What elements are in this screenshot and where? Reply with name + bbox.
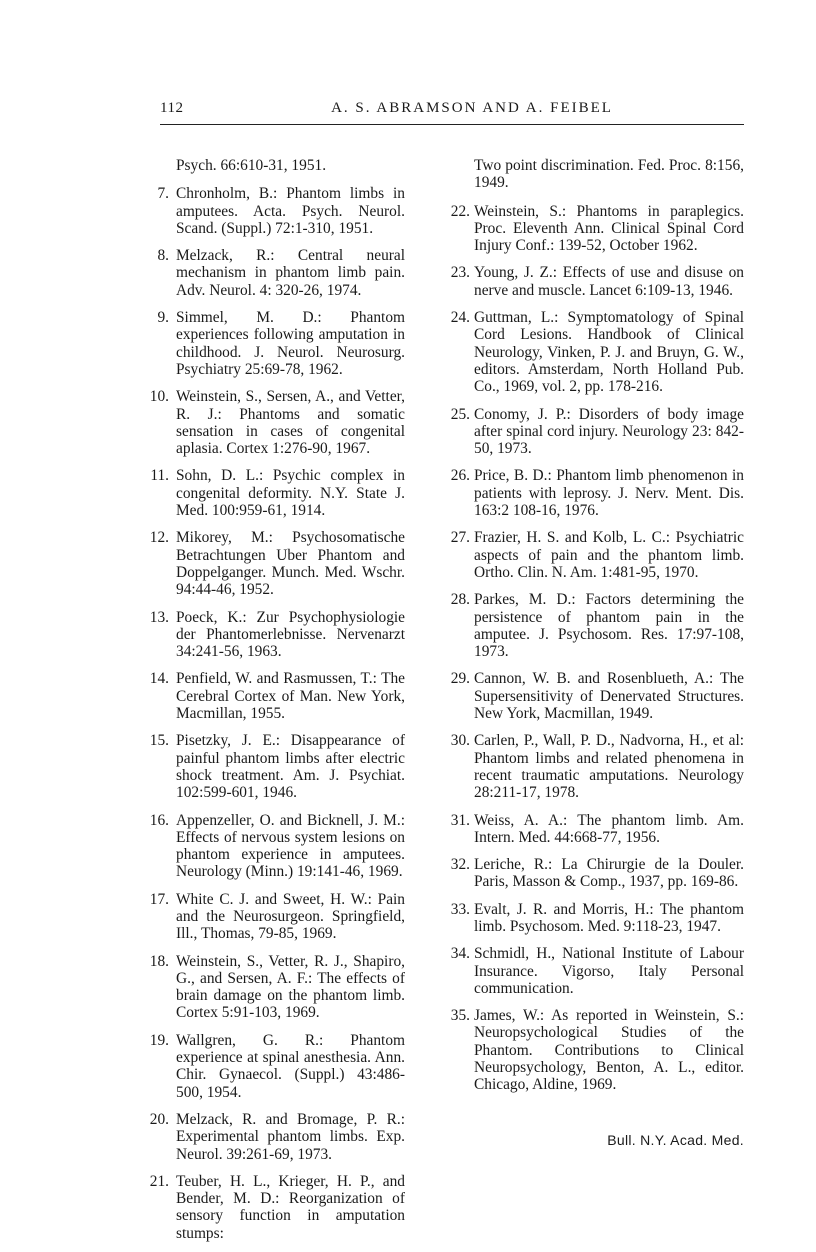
reference-number: 8. (157, 247, 169, 265)
reference-text: Simmel, M. D.: Phantom experiences following amputation in childhood. J. Neurol. Neurosurg. Psychiatry 25:69-78, 1962. (176, 309, 405, 378)
reference-item (444, 467, 744, 519)
reference-text: Penfield, W. and Rasmussen, T.: The Cerebral Cortex of Man. New York, Macmillan, 1955. (176, 670, 405, 723)
reference-text: Price, B. D.: Phantom limb phenomenon in patients with leprosy. J. Nerv. Ment. Dis. 163:2 108-16, 1976. (474, 467, 744, 520)
reference-number: 30. (450, 732, 470, 750)
reference-item (444, 945, 744, 997)
header-rule (160, 124, 744, 125)
reference-number: 20. (149, 1110, 169, 1128)
reference-column-right (444, 157, 744, 1104)
reference-item (444, 264, 744, 299)
reference-number: 23. (450, 264, 470, 282)
reference-text: Parkes, M. D.: Factors determining the persistence of phantom pain in the amputee. J. Psychosom. Res. 17:97-108, 1973. (474, 591, 744, 661)
reference-number: 25. (450, 405, 470, 423)
reference-text: Poeck, K.: Zur Psychophysiologie der Phantomerlebnisse. Nervenarzt 34:241-56, 1963. (176, 608, 405, 661)
reference-text: Weinstein, S., Sersen, A., and Vetter, R. J.: Phantoms and somatic sensation in cases of congenital aplasia. Cortex 1:276-90, 1967. (176, 388, 405, 458)
reference-number: 21. (149, 1172, 169, 1190)
reference-number: 27. (450, 529, 470, 547)
reference-number: 13. (149, 608, 169, 626)
reference-item (444, 670, 744, 722)
reference-number: 12. (149, 529, 169, 547)
reference-number: 14. (149, 670, 169, 688)
reference-item (129, 670, 405, 722)
reference-number: 28. (450, 591, 470, 609)
reference-number: 17. (149, 890, 169, 908)
reference-item (444, 856, 744, 891)
reference-text: Teuber, H. L., Krieger, H. P., and Bender, M. D.: Reorganization of sensory function in amputation stumps: (176, 1172, 405, 1242)
reference-number: 18. (149, 952, 169, 970)
reference-text: Weinstein, S., Vetter, R. J., Shapiro, G., and Sersen, A. F.: The effects of brain damage on the phantom limb. Cortex 5:91-103, 1969. (176, 952, 405, 1022)
reference-number: 29. (450, 670, 470, 688)
reference-text: Melzack, R.: Central neural mechanism in phantom limb pain. Adv. Neurol. 4: 320-26, 1974. (176, 247, 405, 299)
reference-text: Pisetzky, J. E.: Disappearance of painful phantom limbs after electric shock treatment. Am. J. Psychiat. 102:599-601, 1946. (176, 732, 405, 802)
reference-item (129, 609, 405, 661)
reference-number: 19. (149, 1031, 169, 1049)
reference-item (444, 901, 744, 936)
reference-column-left (129, 157, 405, 1252)
reference-item (444, 1007, 744, 1093)
reference-number: 11. (150, 467, 169, 485)
reference-item (444, 812, 744, 847)
reference-item (129, 309, 405, 378)
reference-item (129, 732, 405, 801)
reference-item (129, 467, 405, 519)
reference-item (129, 1173, 405, 1242)
reference-text: Appenzeller, O. and Bicknell, J. M.: Effects of nervous system lesions on phantom experience in amputees. Neurology (Minn.) 19:141-46, 1969. (176, 811, 405, 881)
reference-text: Sohn, D. L.: Psychic complex in congenital deformity. N.Y. State J. Med. 100:959-61, 1914. (176, 467, 405, 520)
reference-text: Wallgren, G. R.: Phantom experience at spinal anesthesia. Ann. Chir. Gynaecol. (Suppl.) 43:486-500, 1954. (176, 1031, 405, 1101)
reference-item (444, 406, 744, 458)
reference-item (129, 1111, 405, 1163)
reference-item (129, 247, 405, 299)
reference-text: Mikorey, M.: Psychosomatische Betrachtungen Uber Phantom and Doppelganger. Munch. Med. Wschr. 94:44-46, 1952. (176, 529, 405, 599)
reference-continuation: Two point discrimination. Fed. Proc. 8:156, 1949. (474, 157, 744, 192)
reference-item (129, 812, 405, 881)
reference-number: 7. (157, 185, 169, 203)
reference-item (129, 185, 405, 237)
reference-text: White C. J. and Sweet, H. W.: Pain and the Neurosurgeon. Springfield, Ill., Thomas, 79-85, 1969. (176, 890, 405, 943)
reference-item (129, 1032, 405, 1101)
reference-item (444, 591, 744, 660)
reference-number: 33. (450, 900, 470, 918)
reference-number: 26. (450, 467, 470, 485)
reference-text: James, W.: As reported in Weinstein, S.: Neuropsychological Studies of the Phantom. Contributions to Clinical Neuropsychology, Benton, A. L., editor. Chicago, Aldine, 1969. (474, 1007, 744, 1094)
reference-number: 32. (450, 856, 470, 874)
reference-item (444, 309, 744, 395)
reference-item (129, 388, 405, 457)
reference-item (129, 529, 405, 598)
reference-number: 9. (157, 309, 169, 327)
reference-text: Melzack, R. and Bromage, P. R.: Experimental phantom limbs. Exp. Neurol. 39:261-69, 1973. (176, 1110, 405, 1163)
reference-text: Conomy, J. P.: Disorders of body image after spinal cord injury. Neurology 23: 842-50, 1973. (474, 405, 744, 458)
reference-number: 16. (149, 811, 169, 829)
reference-number: 35. (450, 1007, 470, 1025)
reference-item (129, 891, 405, 943)
reference-text: Evalt, J. R. and Morris, H.: The phantom limb. Psychosom. Med. 9:118-23, 1947. (474, 900, 744, 935)
reference-item (129, 953, 405, 1022)
running-head: A. S. ABRAMSON AND A. FEIBEL (331, 100, 613, 116)
reference-text: Chronholm, B.: Phantom limbs in amputees. Acta. Psych. Neurol. Scand. (Suppl.) 72:1-310, 1951. (176, 185, 405, 237)
reference-text: Weiss, A. A.: The phantom limb. Am. Intern. Med. 44:668-77, 1956. (474, 811, 744, 846)
reference-text: Leriche, R.: La Chirurgie de la Douler. Paris, Masson & Comp., 1937, pp. 169-86. (474, 856, 744, 891)
reference-text: Schmidl, H., National Institute of Labour Insurance. Vigorso, Italy Personal communication. (474, 945, 744, 997)
reference-item (444, 203, 744, 255)
reference-number: 24. (450, 309, 470, 327)
reference-text: Guttman, L.: Symptomatology of Spinal Cord Lesions. Handbook of Clinical Neurology, Vinken, P. J. and Bruyn, G. W., editors. Amsterdam, North Holland Pub. Co., 1969, vol. 2, pp. 178-216. (474, 309, 744, 396)
reference-text: Frazier, H. S. and Kolb, L. C.: Psychiatric aspects of pain and the phantom limb. Ortho. Clin. N. Am. 1:481-95, 1970. (474, 529, 744, 581)
reference-item (444, 529, 744, 581)
reference-continuation: Psych. 66:610-31, 1951. (176, 157, 327, 174)
journal-footer: Bull. N.Y. Acad. Med. (607, 1132, 744, 1148)
page-number: 112 (160, 100, 184, 116)
reference-item (444, 732, 744, 801)
page-header (160, 100, 744, 122)
reference-text: Young, J. Z.: Effects of use and disuse on nerve and muscle. Lancet 6:109-13, 1946. (474, 264, 744, 299)
reference-number: 10. (149, 388, 169, 406)
reference-number: 15. (149, 732, 169, 750)
reference-text: Weinstein, S.: Phantoms in paraplegics. Proc. Eleventh Ann. Clinical Spinal Cord Injury Conf.: 139-52, October 1962. (474, 202, 744, 255)
reference-text: Cannon, W. B. and Rosenblueth, A.: The Supersensitivity of Denervated Structures. New York, Macmillan, 1949. (474, 670, 744, 723)
reference-number: 34. (450, 945, 470, 963)
reference-number: 22. (450, 202, 470, 220)
reference-text: Carlen, P., Wall, P. D., Nadvorna, H., et al: Phantom limbs and related phenomena in recent traumatic amputations. Neurology 28:211-17, 1978. (474, 732, 744, 802)
reference-number: 31. (450, 811, 470, 829)
